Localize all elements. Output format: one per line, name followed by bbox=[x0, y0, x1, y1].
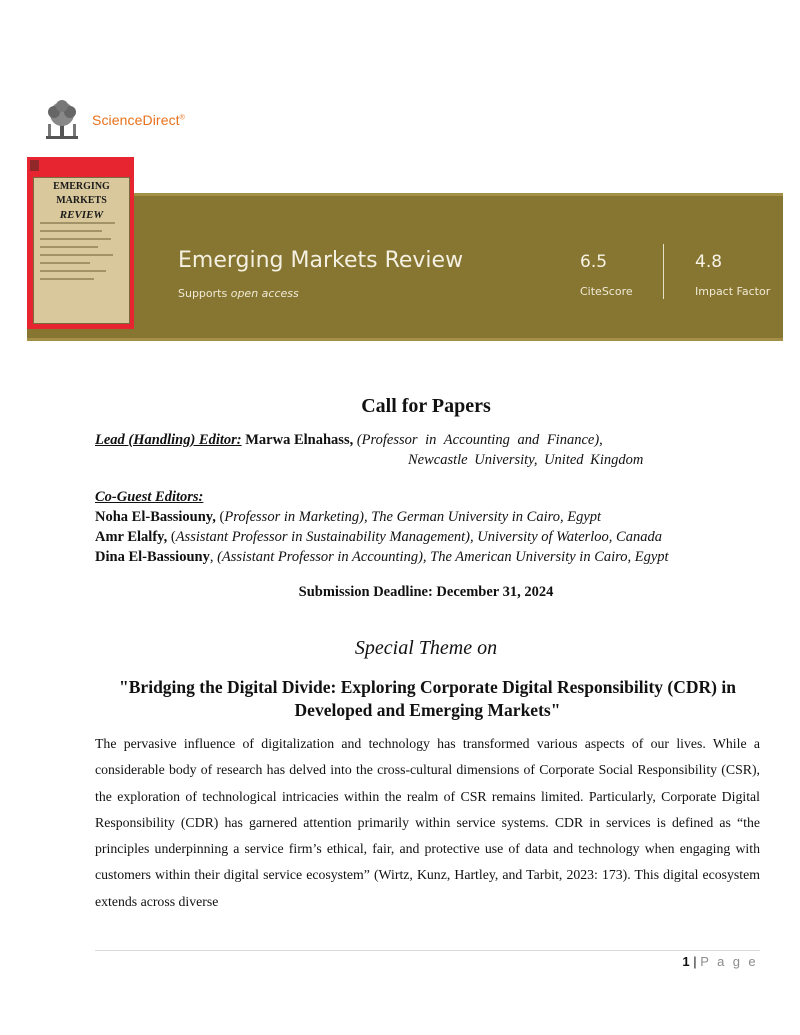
page-number: 1 bbox=[682, 954, 690, 969]
call-for-papers-title: Call for Papers bbox=[361, 395, 491, 417]
banner-top-strip bbox=[27, 193, 783, 196]
impact-factor-label: Impact Factor bbox=[695, 285, 771, 298]
sciencedirect-logo[interactable] bbox=[42, 100, 185, 140]
editor-paren: ( bbox=[167, 529, 176, 545]
cover-title-line1: EMERGING bbox=[53, 181, 110, 192]
editor-affiliation: Professor in Marketing), The German University in Cairo, Egypt bbox=[224, 509, 602, 525]
footer-divider bbox=[95, 950, 760, 951]
co-guest-editor-1 bbox=[95, 509, 601, 526]
co-guest-editor-3 bbox=[95, 549, 669, 566]
sciencedirect-wordmark: ScienceDirect® bbox=[92, 112, 185, 128]
lead-editor-label: Lead (Handling) Editor: bbox=[95, 432, 242, 448]
cover-contents-lines bbox=[40, 222, 123, 286]
editor-affiliation: Assistant Professor in Sustainability Management), University of Waterloo, Canada bbox=[175, 529, 662, 545]
open-access-label: open access bbox=[230, 287, 299, 300]
journal-cover-image bbox=[27, 157, 134, 329]
cover-title-line2: MARKETS bbox=[56, 195, 107, 206]
metrics-divider bbox=[663, 244, 664, 299]
editor-affiliation: (Assistant Professor in Accounting), The American University in Cairo, Egypt bbox=[217, 549, 669, 565]
cover-publisher-icon bbox=[30, 160, 39, 171]
supports-prefix: Supports bbox=[178, 287, 228, 300]
page-separator: | bbox=[693, 954, 697, 969]
editor-paren: ( bbox=[215, 509, 225, 525]
citescore-label: CiteScore bbox=[580, 285, 633, 298]
lead-editor-affiliation-2: Newcastle University, United Kingdom bbox=[408, 452, 644, 468]
cover-title-line3: REVIEW bbox=[59, 209, 104, 221]
submission-deadline: Submission Deadline: December 31, 2024 bbox=[298, 584, 554, 600]
banner-bottom-strip bbox=[27, 338, 783, 341]
elsevier-tree-icon bbox=[42, 100, 82, 140]
editor-name: Dina El-Bassiouny bbox=[95, 549, 210, 565]
citescore-value: 6.5 bbox=[580, 252, 608, 272]
editor-paren: , bbox=[209, 549, 218, 565]
page-footer bbox=[682, 954, 758, 969]
cover-panel bbox=[33, 177, 130, 324]
lead-editor-name: Marwa Elnahass, bbox=[245, 432, 354, 448]
special-theme-heading: Special Theme on bbox=[354, 637, 498, 659]
co-guest-editors-label: Co-Guest Editors: bbox=[95, 489, 204, 505]
page-word: P a g e bbox=[700, 954, 758, 969]
special-issue-title: "Bridging the Digital Divide: Exploring Corporate Digital Responsibility (CDR) in Developed and Emerging Markets" bbox=[119, 677, 736, 720]
editor-name: Noha El-Bassiouny, bbox=[95, 509, 216, 525]
editor-name: Amr Elalfy, bbox=[95, 529, 168, 545]
lead-editor-affiliation-1: (Professor in Accounting and Finance), bbox=[356, 432, 603, 448]
impact-factor-value: 4.8 bbox=[695, 252, 723, 272]
co-guest-editor-2 bbox=[95, 529, 662, 546]
lead-editor-line bbox=[95, 432, 603, 449]
theme-body-paragraph: The pervasive influence of digitalization and technology has transformed various aspects of our lives. While a considerable body of research has delved into the cross-cultural dimensions of Corporate Social Responsibility (CSR), the exploration of technological intricacies within the realm of CSR remains limited. Particularly, Corporate Digital Responsibility (CDR) has garnered attention primarily within service systems. CDR in services is defined as “the principles underpinning a service firm’s ethical, fair, and protective use of data and technology when engaging with customers within their digital service ecosystem” (Wirtz, Kunz, Hartley, and Tarbit, 2023: 173). This digital ecosystem extends across diverse bbox=[95, 736, 760, 909]
journal-name[interactable]: Emerging Markets Review bbox=[178, 248, 464, 273]
open-access-note bbox=[178, 287, 299, 300]
